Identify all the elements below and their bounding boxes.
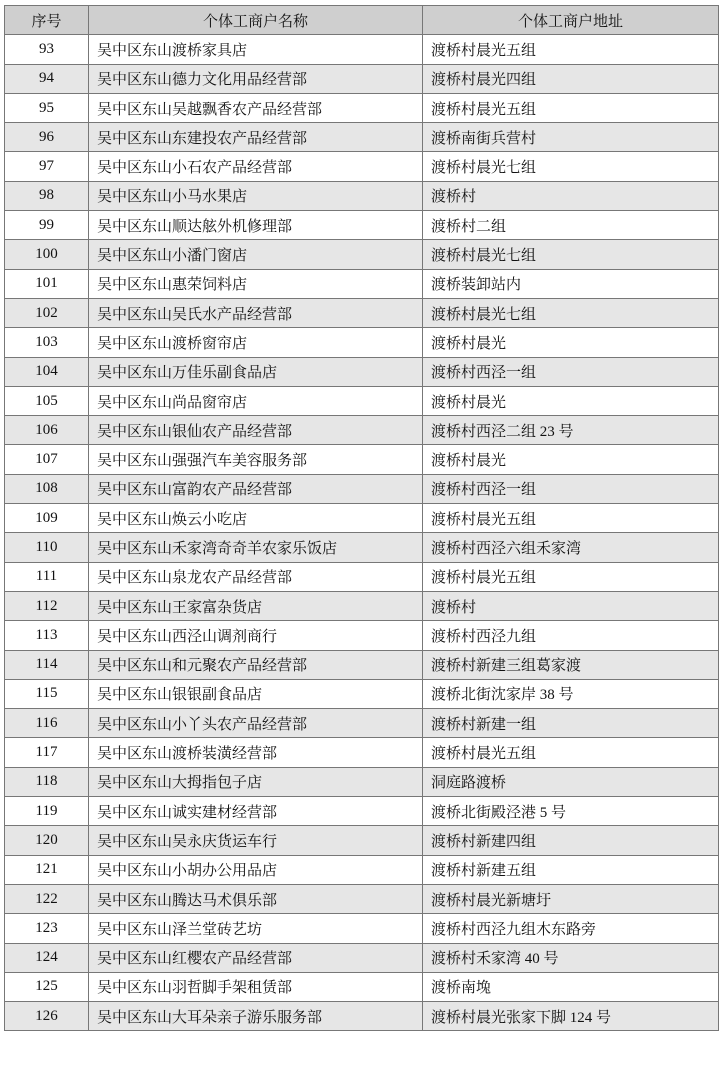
cell-no: 106 xyxy=(5,416,89,445)
cell-no: 103 xyxy=(5,328,89,357)
cell-name: 吴中区东山万佳乐副食品店 xyxy=(89,357,423,386)
cell-address: 渡桥村西泾六组禾家湾 xyxy=(423,533,719,562)
cell-address: 渡桥南街兵营村 xyxy=(423,123,719,152)
cell-address: 渡桥村西泾九组木东路旁 xyxy=(423,914,719,943)
table-row xyxy=(5,93,719,122)
cell-name: 吴中区东山银仙农产品经营部 xyxy=(89,416,423,445)
table-row xyxy=(5,416,719,445)
cell-name: 吴中区东山小潘门窗店 xyxy=(89,240,423,269)
table-row xyxy=(5,474,719,503)
cell-address: 渡桥南堍 xyxy=(423,972,719,1001)
table-row xyxy=(5,591,719,620)
cell-no: 113 xyxy=(5,621,89,650)
cell-no: 105 xyxy=(5,386,89,415)
table-row xyxy=(5,884,719,913)
cell-no: 112 xyxy=(5,591,89,620)
cell-name: 吴中区东山强强汽车美容服务部 xyxy=(89,445,423,474)
cell-no: 93 xyxy=(5,35,89,64)
cell-name: 吴中区东山羽哲脚手架租赁部 xyxy=(89,972,423,1001)
cell-no: 111 xyxy=(5,562,89,591)
cell-no: 99 xyxy=(5,211,89,240)
table-row xyxy=(5,826,719,855)
header-no: 序号 xyxy=(5,6,89,35)
cell-no: 118 xyxy=(5,767,89,796)
table-row xyxy=(5,386,719,415)
table-row xyxy=(5,738,719,767)
cell-no: 114 xyxy=(5,650,89,679)
cell-address: 渡桥村晨光七组 xyxy=(423,240,719,269)
cell-address: 渡桥村晨光 xyxy=(423,445,719,474)
cell-name: 吴中区东山王家富杂货店 xyxy=(89,591,423,620)
cell-no: 115 xyxy=(5,679,89,708)
table-row xyxy=(5,855,719,884)
table-row xyxy=(5,767,719,796)
cell-name: 吴中区东山德力文化用品经营部 xyxy=(89,64,423,93)
cell-name: 吴中区东山吴永庆货运车行 xyxy=(89,826,423,855)
cell-address: 渡桥村西泾二组 23 号 xyxy=(423,416,719,445)
table-row xyxy=(5,797,719,826)
cell-no: 96 xyxy=(5,123,89,152)
cell-address: 渡桥村西泾一组 xyxy=(423,474,719,503)
cell-name: 吴中区东山惠荣饲料店 xyxy=(89,269,423,298)
cell-address: 渡桥村晨光张家下脚 124 号 xyxy=(423,1002,719,1031)
table-row xyxy=(5,123,719,152)
table-row xyxy=(5,152,719,181)
cell-name: 吴中区东山小胡办公用品店 xyxy=(89,855,423,884)
cell-name: 吴中区东山顺达舷外机修理部 xyxy=(89,211,423,240)
cell-name: 吴中区东山渡桥窗帘店 xyxy=(89,328,423,357)
table-row xyxy=(5,357,719,386)
cell-name: 吴中区东山小丫头农产品经营部 xyxy=(89,709,423,738)
cell-name: 吴中区东山诚实建材经营部 xyxy=(89,797,423,826)
cell-name: 吴中区东山大拇指包子店 xyxy=(89,767,423,796)
cell-name: 吴中区东山腾达马术俱乐部 xyxy=(89,884,423,913)
cell-no: 120 xyxy=(5,826,89,855)
cell-address: 渡桥村晨光五组 xyxy=(423,562,719,591)
cell-name: 吴中区东山吴越飘香农产品经营部 xyxy=(89,93,423,122)
cell-name: 吴中区东山泉龙农产品经营部 xyxy=(89,562,423,591)
table-row xyxy=(5,972,719,1001)
cell-no: 107 xyxy=(5,445,89,474)
cell-address: 渡桥村晨光五组 xyxy=(423,738,719,767)
table-row xyxy=(5,650,719,679)
cell-no: 101 xyxy=(5,269,89,298)
cell-no: 100 xyxy=(5,240,89,269)
cell-no: 98 xyxy=(5,181,89,210)
table-row xyxy=(5,445,719,474)
cell-name: 吴中区东山尚品窗帘店 xyxy=(89,386,423,415)
header-address: 个体工商户地址 xyxy=(423,6,719,35)
cell-no: 104 xyxy=(5,357,89,386)
table-row xyxy=(5,64,719,93)
cell-address: 渡桥村新建一组 xyxy=(423,709,719,738)
cell-no: 117 xyxy=(5,738,89,767)
cell-name: 吴中区东山小马水果店 xyxy=(89,181,423,210)
table-row xyxy=(5,328,719,357)
table-header xyxy=(5,6,719,35)
cell-address: 渡桥村西泾九组 xyxy=(423,621,719,650)
merchant-table xyxy=(4,5,719,1031)
table-row xyxy=(5,914,719,943)
cell-no: 109 xyxy=(5,504,89,533)
cell-address: 渡桥村 xyxy=(423,591,719,620)
cell-name: 吴中区东山银银副食品店 xyxy=(89,679,423,708)
cell-name: 吴中区东山大耳朵亲子游乐服务部 xyxy=(89,1002,423,1031)
table-row xyxy=(5,269,719,298)
cell-address: 渡桥村 xyxy=(423,181,719,210)
header-name: 个体工商户名称 xyxy=(89,6,423,35)
cell-address: 渡桥村新建五组 xyxy=(423,855,719,884)
table-row xyxy=(5,181,719,210)
cell-name: 吴中区东山禾家湾奇奇羊农家乐饭店 xyxy=(89,533,423,562)
cell-address: 渡桥村禾家湾 40 号 xyxy=(423,943,719,972)
cell-address: 洞庭路渡桥 xyxy=(423,767,719,796)
cell-name: 吴中区东山和元聚农产品经营部 xyxy=(89,650,423,679)
cell-no: 116 xyxy=(5,709,89,738)
cell-address: 渡桥北街殿泾港 5 号 xyxy=(423,797,719,826)
table-row xyxy=(5,562,719,591)
cell-address: 渡桥村晨光五组 xyxy=(423,504,719,533)
cell-name: 吴中区东山小石农产品经营部 xyxy=(89,152,423,181)
table-row xyxy=(5,943,719,972)
cell-address: 渡桥村晨光五组 xyxy=(423,93,719,122)
cell-address: 渡桥村晨光五组 xyxy=(423,35,719,64)
table-row xyxy=(5,709,719,738)
cell-address: 渡桥村晨光 xyxy=(423,386,719,415)
cell-name: 吴中区东山吴氏水产品经营部 xyxy=(89,298,423,327)
table-row xyxy=(5,1002,719,1031)
cell-no: 108 xyxy=(5,474,89,503)
cell-name: 吴中区东山富韵农产品经营部 xyxy=(89,474,423,503)
cell-address: 渡桥村晨光 xyxy=(423,328,719,357)
cell-no: 124 xyxy=(5,943,89,972)
cell-address: 渡桥村新建三组葛家渡 xyxy=(423,650,719,679)
cell-no: 94 xyxy=(5,64,89,93)
cell-address: 渡桥村新建四组 xyxy=(423,826,719,855)
table-row xyxy=(5,35,719,64)
table-row xyxy=(5,211,719,240)
cell-address: 渡桥村晨光新塘圩 xyxy=(423,884,719,913)
cell-name: 吴中区东山焕云小吃店 xyxy=(89,504,423,533)
cell-no: 102 xyxy=(5,298,89,327)
cell-no: 122 xyxy=(5,884,89,913)
table-row xyxy=(5,533,719,562)
cell-name: 吴中区东山渡桥装潢经营部 xyxy=(89,738,423,767)
cell-no: 110 xyxy=(5,533,89,562)
table-row xyxy=(5,298,719,327)
cell-no: 97 xyxy=(5,152,89,181)
cell-name: 吴中区东山西泾山调剂商行 xyxy=(89,621,423,650)
cell-address: 渡桥装卸站内 xyxy=(423,269,719,298)
cell-name: 吴中区东山红樱农产品经营部 xyxy=(89,943,423,972)
cell-address: 渡桥村晨光四组 xyxy=(423,64,719,93)
cell-name: 吴中区东山泽兰堂砖艺坊 xyxy=(89,914,423,943)
table-row xyxy=(5,504,719,533)
cell-no: 121 xyxy=(5,855,89,884)
cell-address: 渡桥村晨光七组 xyxy=(423,152,719,181)
table-row xyxy=(5,240,719,269)
cell-no: 126 xyxy=(5,1002,89,1031)
header-row xyxy=(5,6,719,35)
cell-address: 渡桥村西泾一组 xyxy=(423,357,719,386)
table-row xyxy=(5,679,719,708)
cell-no: 123 xyxy=(5,914,89,943)
merchant-table-container xyxy=(4,5,719,1031)
table-body xyxy=(5,35,719,1031)
cell-no: 119 xyxy=(5,797,89,826)
cell-address: 渡桥村晨光七组 xyxy=(423,298,719,327)
cell-no: 125 xyxy=(5,972,89,1001)
table-row xyxy=(5,621,719,650)
cell-address: 渡桥村二组 xyxy=(423,211,719,240)
cell-name: 吴中区东山渡桥家具店 xyxy=(89,35,423,64)
cell-no: 95 xyxy=(5,93,89,122)
cell-name: 吴中区东山东建投农产品经营部 xyxy=(89,123,423,152)
cell-address: 渡桥北街沈家岸 38 号 xyxy=(423,679,719,708)
